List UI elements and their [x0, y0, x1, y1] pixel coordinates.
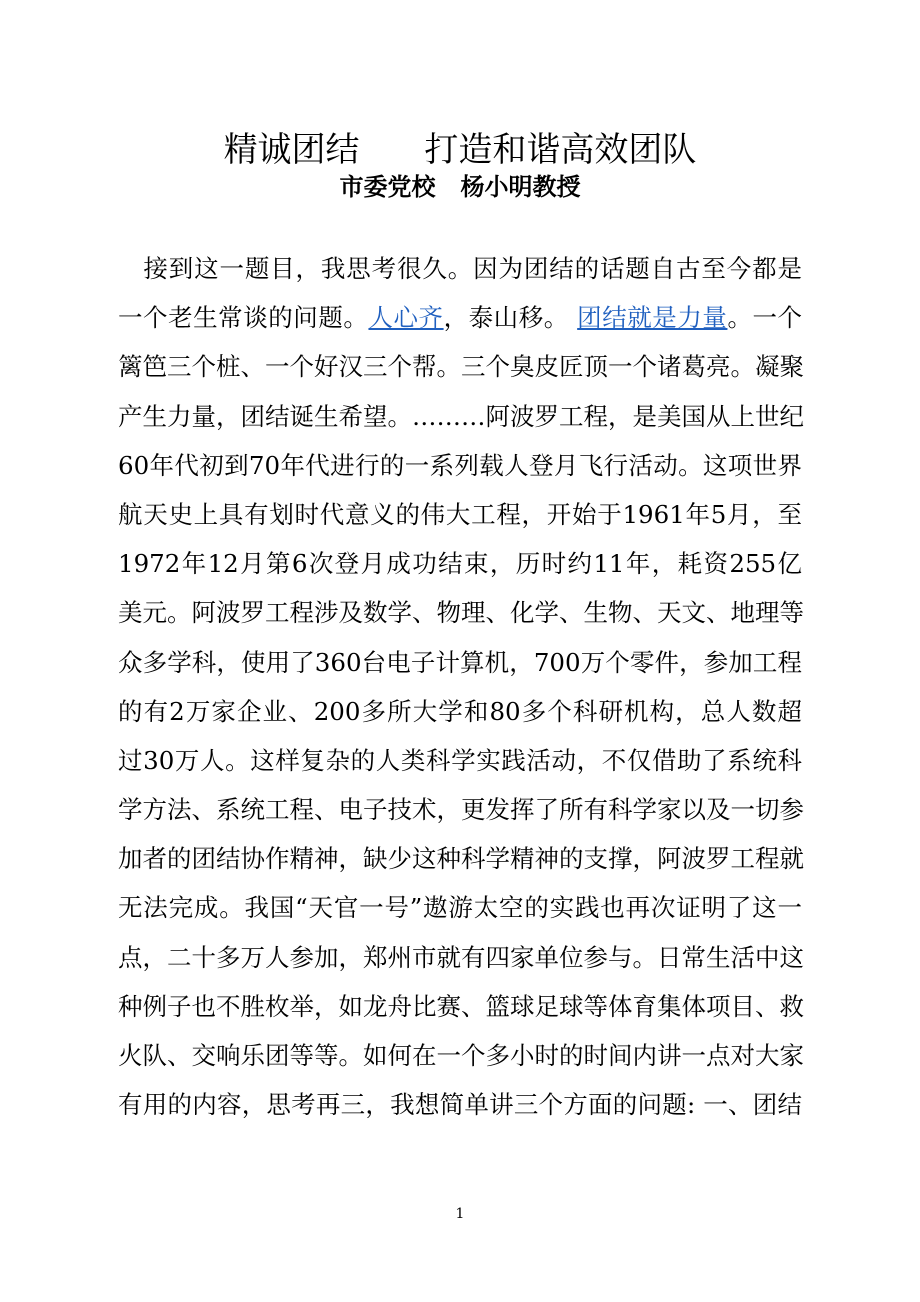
- text-run: 众多学科，使用了360台电子计算机，700万个零件，参加工程: [118, 647, 802, 677]
- paragraph-line: [118, 244, 802, 293]
- text-run: ，泰山移。: [443, 303, 578, 333]
- paragraph-line: [118, 392, 802, 441]
- text-run: 点，二十多万人参加，郑州市就有四家单位参与。日常生活中这: [118, 942, 804, 972]
- text-run: 接到这一题目，我思考很久。因为团结的话题自古至今都是: [118, 254, 802, 283]
- text-run: 60年代初到70年代进行的一系列载人登月飞行活动。这项世界: [118, 450, 802, 480]
- paragraph-line: [118, 342, 802, 391]
- text-run: 过30万人。这样复杂的人类科学实践活动，不仅借助了系统科: [118, 745, 802, 775]
- document-body: [118, 244, 802, 1129]
- page-number: 1: [455, 1206, 465, 1222]
- paragraph-line: [118, 441, 802, 490]
- paragraph-line: [118, 785, 802, 834]
- paragraph-line: [118, 736, 802, 785]
- hyperlink[interactable]: 人心齐: [368, 303, 444, 333]
- text-run: 的有2万家企业、200多所大学和80多个科研机构，总人数超: [118, 696, 802, 726]
- text-run: 加者的团结协作精神，缺少这种科学精神的支撑，阿波罗工程就: [118, 844, 804, 874]
- text-run: 1972年12月第6次登月成功结束，历时约11年，耗资255亿: [118, 549, 802, 579]
- text-run: 美元。阿波罗工程涉及数学、物理、化学、生物、天文、地理等: [118, 598, 804, 628]
- text-run: 有用的内容，思考再三，我想简单讲三个方面的问题: 一、团结: [118, 1090, 802, 1120]
- text-run: 篱笆三个桩、一个好汉三个帮。三个臭皮匠顶一个诸葛亮。凝聚: [118, 352, 804, 382]
- paragraph-line: [118, 834, 802, 883]
- paragraph-line: [118, 1031, 802, 1080]
- text-run: 一个老生常谈的问题。: [118, 303, 369, 333]
- paragraph-line: [118, 588, 802, 637]
- text-run: 火队、交响乐团等等。如何在一个多小时的时间内讲一点对大家: [118, 1041, 804, 1070]
- paragraph-line: [118, 293, 802, 342]
- paragraph-line: [118, 638, 802, 687]
- paragraph-line: [118, 883, 802, 932]
- text-run: 产生力量，团结诞生希望。………阿波罗工程，是美国从上世纪: [118, 401, 804, 431]
- paragraph-line: [118, 933, 802, 982]
- text-run: 。一个: [727, 303, 803, 333]
- document-title: 精诚团结 打造和谐高效团队: [223, 130, 697, 170]
- paragraph-line: [118, 1080, 802, 1129]
- paragraph-line: [118, 982, 802, 1031]
- paragraph-line: [118, 539, 802, 588]
- text-run: 种例子也不胜枚举，如龙舟比赛、篮球足球等体育集体项目、救: [118, 991, 804, 1021]
- text-run: 无法完成。我国“天官一号”遨游太空的实践也再次证明了这一: [118, 893, 802, 923]
- paragraph-line: [118, 687, 802, 736]
- text-run: 航天史上具有划时代意义的伟大工程，开始于1961年5月，至: [118, 499, 802, 529]
- hyperlink[interactable]: 团结就是力量: [577, 303, 728, 333]
- document-subtitle: 市委党校 杨小明教授: [339, 173, 581, 201]
- text-run: 学方法、系统工程、电子技术，更发挥了所有科学家以及一切参: [118, 795, 804, 825]
- paragraph-line: [118, 490, 802, 539]
